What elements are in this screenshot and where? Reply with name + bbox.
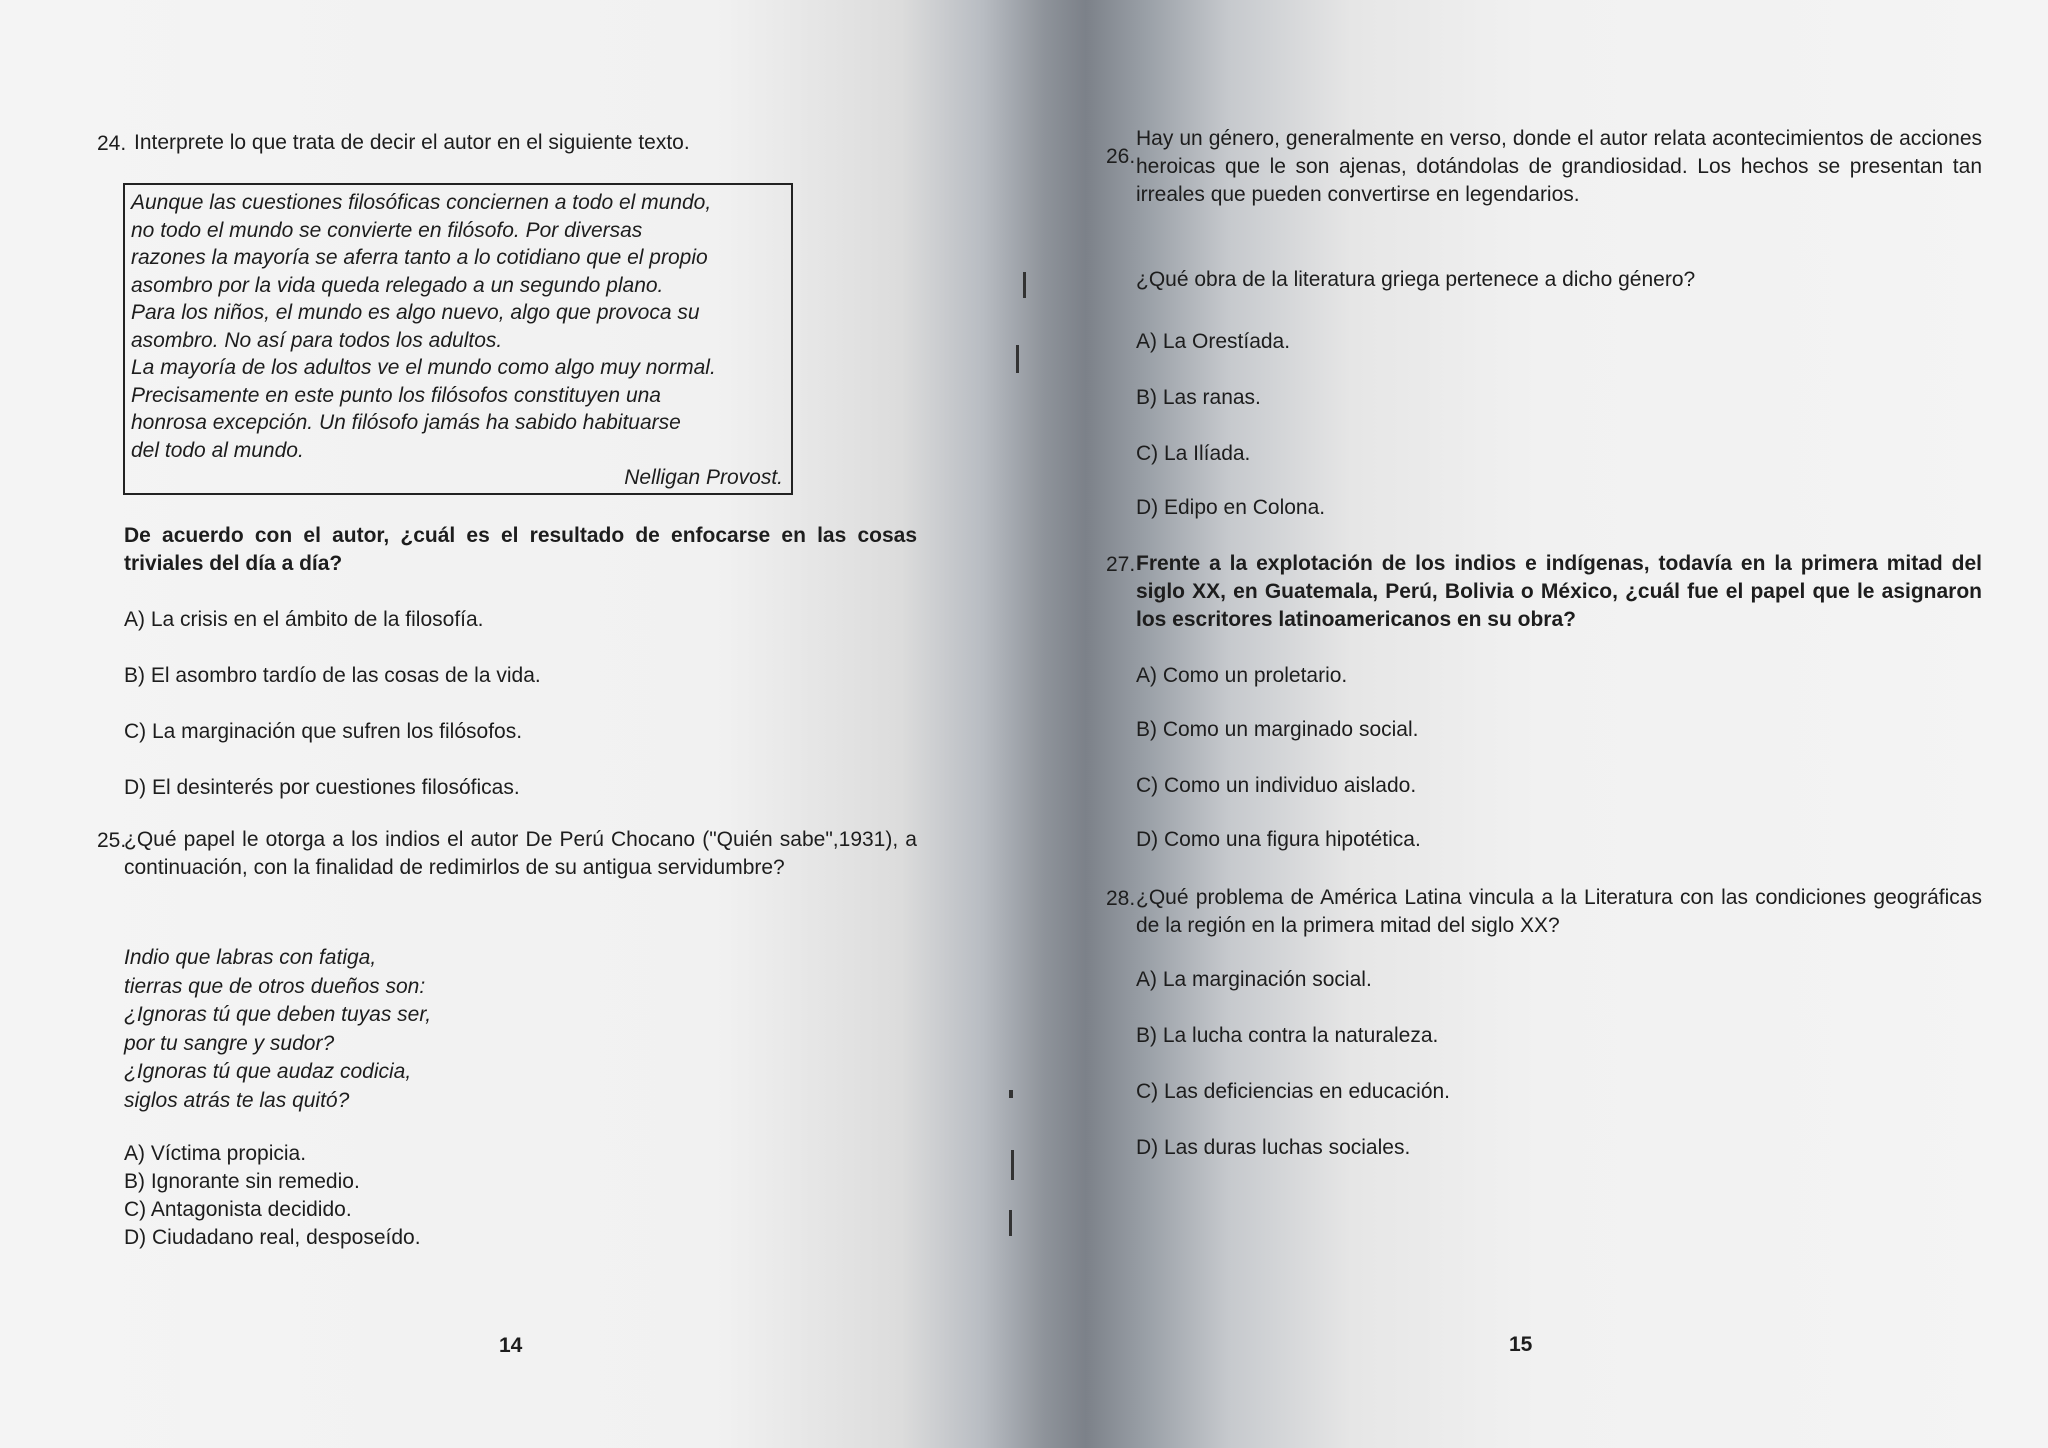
q28-option-c[interactable]: C) Las deficiencias en educación. [1136,1080,1451,1103]
page-number-left: 14 [499,1334,523,1357]
gutter-speck [1023,272,1026,298]
q26-stem: Hay un género, generalmente en verso, donde el autor relata acontecimientos de acciones heroicas que le son ajenas, dotándolas de grandiosidad. Los hechos se presentan tan irreales que pueden convertirse en legendarios. [1136,127,1982,206]
q27-option-d[interactable]: D) Como una figura hipotética. [1136,828,1421,851]
q25-poem [124,944,431,1115]
poem-line: tierras que de otros dueños son: [124,974,426,998]
gutter-speck [1016,345,1019,373]
page-number-right: 15 [1509,1333,1533,1356]
passage-line: asombro por la vida queda relegado a un segundo plano. [131,273,664,297]
q26-question: ¿Qué obra de la literatura griega pertenece a dicho género? [1136,268,1696,291]
passage-line: asombro. No así para todos los adultos. [131,328,503,352]
q24-number: 24. [97,132,127,155]
q24-prompt: Interprete lo que trata de decir el autor en el siguiente texto. [134,131,690,154]
passage-line: del todo al mundo. [131,438,304,462]
passage-line: Para los niños, el mundo es algo nuevo, algo que provoca su [131,301,700,324]
q25-question: ¿Qué papel le otorga a los indios el autor De Perú Chocano ("Quién sabe",1931), a continuación, con la finalidad de redimirlos de su antigua servidumbre? [124,828,917,879]
passage-line: razones la mayoría se aferra tanto a lo cotidiano que el propio [131,246,708,269]
q25-option-c[interactable]: C) Antagonista decidido. [124,1198,352,1221]
q26-option-a[interactable]: A) La Orestíada. [1136,330,1291,353]
passage-line: La mayoría de los adultos ve el mundo como algo muy normal. [131,356,716,379]
q25-option-a[interactable]: A) Víctima propicia. [124,1142,307,1165]
passage-line: honrosa excepción. Un filósofo jamás ha sabido habituarse [131,411,681,434]
q25-number: 25. [97,829,127,852]
poem-line: siglos atrás te las quitó? [124,1088,350,1112]
passage-line: no todo el mundo se convierte en filósofo. Por diversas [131,218,643,242]
left-page [0,0,1000,1448]
q28-question: ¿Qué problema de América Latina vincula a la Literatura con las condiciones geográficas de la región en la primera mitad del siglo XX? [1136,886,1982,937]
q24-option-c[interactable]: C) La marginación que sufren los filósofos. [124,720,523,743]
q27-option-b[interactable]: B) Como un marginado social. [1136,718,1419,741]
q24-option-a[interactable]: A) La crisis en el ámbito de la filosofía. [124,608,484,631]
q24-option-d[interactable]: D) El desinterés por cuestiones filosóficas. [124,776,520,799]
q26-number: 26. [1106,145,1136,168]
gutter-speck [1011,1150,1014,1180]
q27-number: 27. [1106,553,1136,576]
q24-passage-box [123,183,793,495]
poem-line: ¿Ignoras tú que deben tuyas ser, [124,1003,432,1026]
gutter-speck [1009,1090,1013,1098]
q26-option-b[interactable]: B) Las ranas. [1136,386,1261,409]
q28-option-d[interactable]: D) Las duras luchas sociales. [1136,1136,1411,1159]
poem-line: por tu sangre y sudor? [124,1031,335,1055]
poem-line: Indio que labras con fatiga, [124,946,377,969]
q25-option-b[interactable]: B) Ignorante sin remedio. [124,1170,360,1193]
q25-option-d[interactable]: D) Ciudadano real, desposeído. [124,1226,421,1249]
poem-line: ¿Ignoras tú que audaz codicia, [124,1060,412,1083]
gutter-speck [1009,1210,1012,1236]
q27-question: Frente a la explotación de los indios e indígenas, todavía en la primera mitad del siglo XX, en Guatemala, Perú, Bolivia o México, ¿cuál fue el papel que le asignaron los escritores latinoamericanos en su obra? [1136,552,1982,631]
q27-option-a[interactable]: A) Como un proletario. [1136,664,1348,687]
q28-option-b[interactable]: B) La lucha contra la naturaleza. [1136,1024,1439,1047]
q26-option-d[interactable]: D) Edipo en Colona. [1136,496,1326,519]
q24-question: De acuerdo con el autor, ¿cuál es el resultado de enfocarse en las cosas triviales del día a día? [124,524,917,575]
q27-option-c[interactable]: C) Como un individuo aislado. [1136,774,1417,797]
right-page [1040,0,2048,1448]
q28-number: 28. [1106,887,1136,910]
passage-line: Precisamente en este punto los filósofos constituyen una [131,383,661,407]
q26-option-c[interactable]: C) La Ilíada. [1136,442,1251,465]
passage-author: Nelligan Provost. [624,465,783,489]
q28-option-a[interactable]: A) La marginación social. [1136,968,1372,991]
q24-option-b[interactable]: B) El asombro tardío de las cosas de la vida. [124,664,541,687]
passage-line: Aunque las cuestiones filosóficas conciernen a todo el mundo, [131,191,712,214]
